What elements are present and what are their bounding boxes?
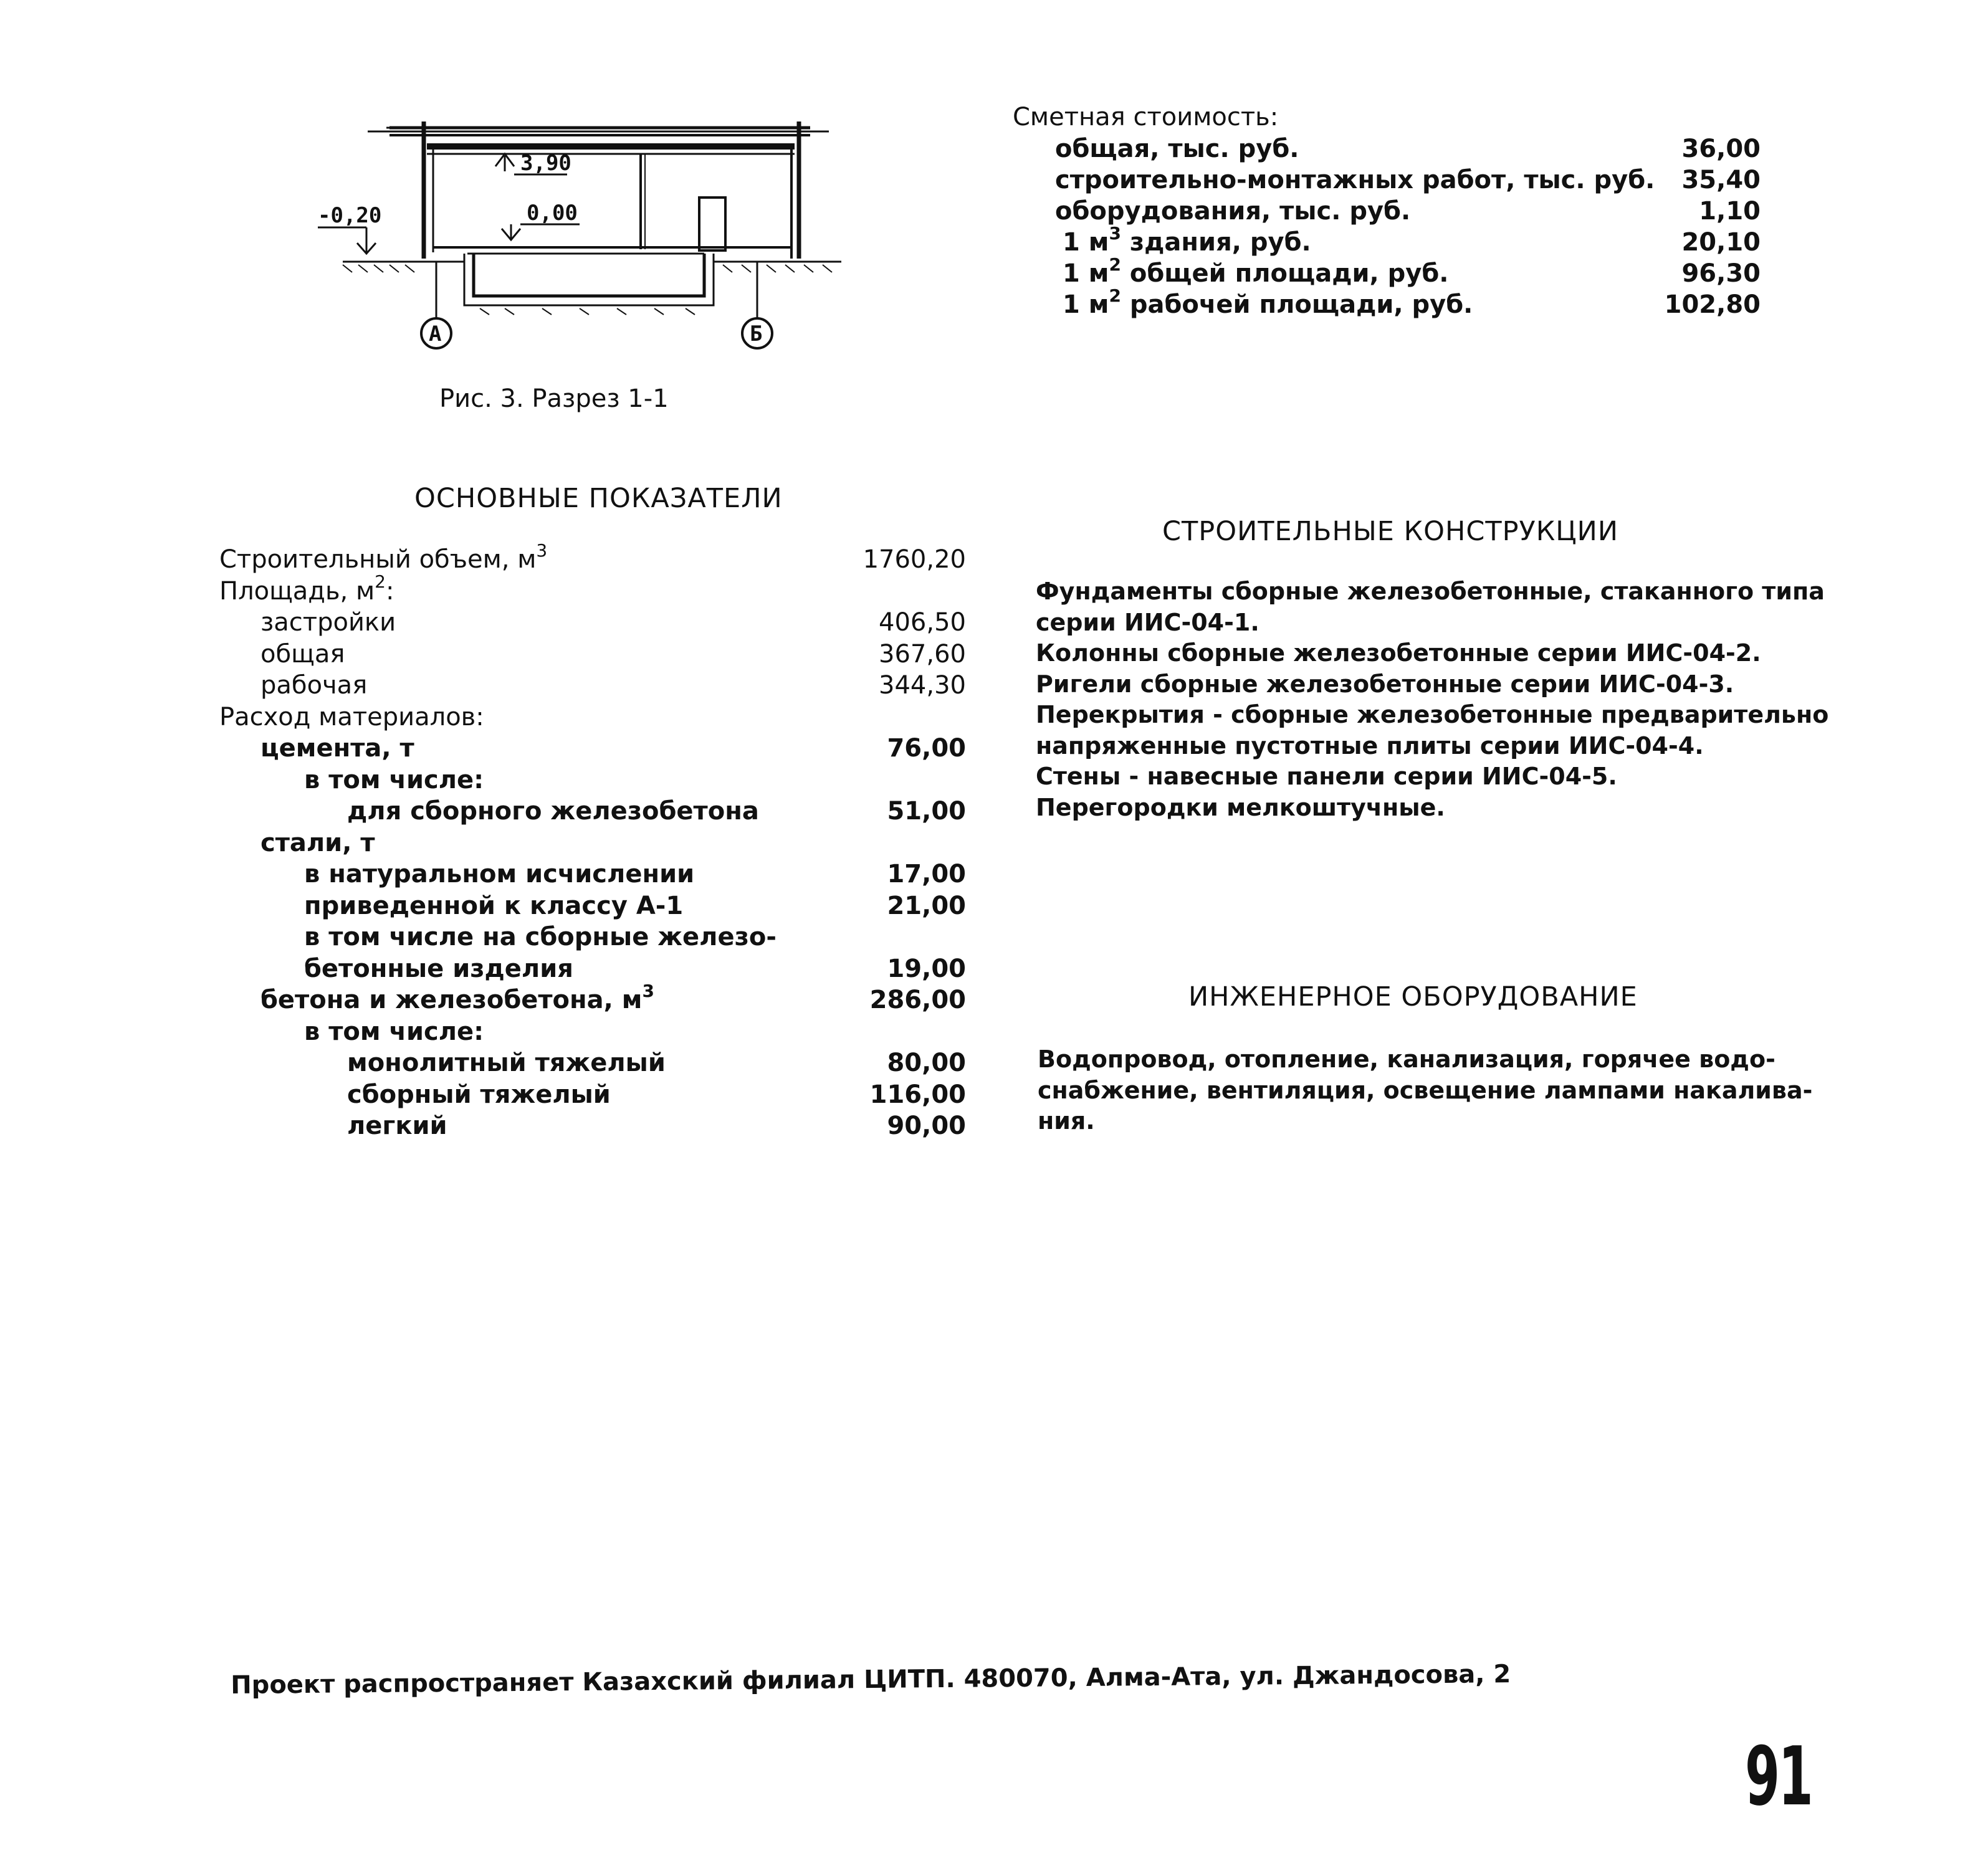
engineering-heading: ИНЖЕНЕРНОЕ ОБОРУДОВАНИЕ <box>1188 981 1638 1012</box>
level-top-label: 3,90 <box>520 151 571 176</box>
row-label: легкий <box>347 1112 447 1140</box>
row-label: для сборного железобетона <box>347 797 759 826</box>
label-text: Строительный объем, м <box>219 545 537 574</box>
row-label: в том числе: <box>304 1017 484 1046</box>
row-label: Расход материалов: <box>219 702 484 731</box>
row-value: 36,00 <box>1681 135 1761 163</box>
cost-title: Сметная стоимость: <box>1013 103 1279 131</box>
table-row <box>304 1016 966 1048</box>
row-label: бетонные изделия <box>304 954 573 983</box>
table-row <box>304 890 966 922</box>
text-line: Ригели сборные железобетонные серии ИИС-04-3. <box>1036 670 1734 698</box>
row-value: 406,50 <box>879 608 966 637</box>
table-row <box>1055 196 1761 227</box>
label-text: 1 м <box>1063 228 1109 257</box>
row-value: 286,00 <box>869 986 966 1014</box>
row-label: сборный тяжелый <box>347 1080 611 1109</box>
row-value: 116,00 <box>869 1080 966 1109</box>
unit-superscript: 3 <box>1109 222 1121 244</box>
text-line: Перекрытия - сборные железобетонные предварительно <box>1036 701 1829 728</box>
table-row <box>260 670 966 702</box>
unit-superscript: 2 <box>1109 285 1121 306</box>
row-label: цемента, т <box>260 734 414 763</box>
level-ground-label: -0,20 <box>318 203 382 228</box>
row-label: рабочая <box>260 671 368 700</box>
table-row <box>347 1110 966 1142</box>
unit-superscript: 3 <box>642 980 654 1001</box>
row-value: 19,00 <box>887 954 966 983</box>
table-row <box>260 639 966 670</box>
row-value: 20,10 <box>1681 228 1761 257</box>
row-label: в натуральном исчислении <box>304 860 695 888</box>
table-row <box>219 571 966 607</box>
label-text-suffix: здания, руб. <box>1121 228 1311 257</box>
row-label: строительно-монтажных работ, тыс. руб. <box>1055 166 1655 194</box>
row-value: 96,30 <box>1681 259 1761 288</box>
label-text-suffix: общей площади, руб. <box>1121 259 1449 288</box>
text-line: Стены - навесные панели серии ИИС-04-5. <box>1036 763 1617 790</box>
row-label: стали, т <box>260 828 375 857</box>
row-label: приведенной к классу А-1 <box>304 891 684 920</box>
text-line: Перегородки мелкоштучные. <box>1036 793 1445 821</box>
row-label <box>1063 222 1311 259</box>
unit-superscript: 2 <box>375 571 386 593</box>
row-value: 344,30 <box>879 671 966 700</box>
row-value: 1760,20 <box>863 545 966 574</box>
table-row <box>1063 222 1761 259</box>
row-value: 76,00 <box>887 734 966 763</box>
row-label: в том числе на сборные железо- <box>304 923 777 951</box>
text-line: Фундаменты сборные железобетонные, стаканного типа <box>1036 578 1825 605</box>
figure-caption: Рис. 3. Разрез 1-1 <box>439 384 669 413</box>
row-label: общая <box>260 639 345 669</box>
label-text: 1 м <box>1063 290 1109 319</box>
page-number: 91 <box>1745 1729 1812 1824</box>
level-zero-label: 0,00 <box>527 201 578 226</box>
label-text-suffix: рабочей площади, руб. <box>1121 290 1473 319</box>
unit-superscript: 2 <box>1109 254 1121 275</box>
label-text-suffix: : <box>385 576 394 606</box>
row-value: 17,00 <box>887 860 966 888</box>
table-row <box>304 921 966 953</box>
row-label: оборудования, тыс. руб. <box>1055 197 1411 226</box>
row-value: 51,00 <box>887 797 966 826</box>
table-row <box>1063 285 1761 321</box>
table-row <box>1055 164 1761 196</box>
text-line: серии ИИС-04-1. <box>1036 608 1259 636</box>
table-row <box>304 953 966 985</box>
text-line: Колонны сборные железобетонные серии ИИС-04-2. <box>1036 639 1761 667</box>
row-value: 90,00 <box>887 1112 966 1140</box>
label-text: 1 м <box>1063 259 1109 288</box>
table-row <box>347 796 966 827</box>
row-value: 1,10 <box>1699 197 1761 226</box>
table-row <box>260 827 966 859</box>
table-row <box>304 764 966 796</box>
table-row <box>304 859 966 890</box>
constructions-text <box>1036 576 1829 823</box>
row-value: 80,00 <box>887 1049 966 1077</box>
label-text: бетона и железобетона, м <box>260 986 643 1014</box>
row-value: 367,60 <box>879 639 966 669</box>
table-row <box>1063 254 1761 290</box>
engineering-text <box>1038 1044 1813 1137</box>
row-label: застройки <box>260 608 396 637</box>
axis-b-label: Б <box>750 321 763 346</box>
row-value: 21,00 <box>887 891 966 920</box>
table-row <box>260 980 966 1016</box>
row-value: 102,80 <box>1664 290 1761 319</box>
text-line: Водопровод, отопление, канализация, горячее водо- <box>1038 1045 1775 1073</box>
row-value: 35,40 <box>1681 166 1761 194</box>
text-line: напряженные пустотные плиты серии ИИС-04-4. <box>1036 731 1704 759</box>
constructions-heading: СТРОИТЕЛЬНЫЕ КОНСТРУКЦИИ <box>1162 516 1618 547</box>
unit-superscript: 3 <box>536 540 548 561</box>
table-row <box>347 1047 966 1079</box>
table-row <box>219 702 966 733</box>
label-text: Площадь, м <box>219 576 375 606</box>
text-line: ния. <box>1038 1107 1095 1135</box>
row-label <box>260 980 654 1016</box>
table-row <box>219 540 966 576</box>
text-line: снабжение, вентиляция, освещение лампами накалива- <box>1038 1076 1813 1104</box>
section-drawing <box>305 109 854 371</box>
table-row <box>260 607 966 639</box>
row-label: в том числе: <box>304 765 484 794</box>
table-row <box>1055 133 1761 165</box>
table-row <box>347 1079 966 1111</box>
row-label: монолитный тяжелый <box>347 1049 666 1077</box>
row-label <box>219 571 394 607</box>
distributor-note: Проект распространяет Казахский филиал ЦИТП. 480070, Алма-Ата, ул. Джандосова, 2 <box>231 1660 1511 1700</box>
row-label <box>1063 285 1473 321</box>
row-label: общая, тыс. руб. <box>1055 135 1299 163</box>
indicators-heading: ОСНОВНЫЕ ПОКАЗАТЕЛИ <box>414 483 783 514</box>
axis-a-label: А <box>429 321 442 346</box>
table-row <box>260 733 966 764</box>
